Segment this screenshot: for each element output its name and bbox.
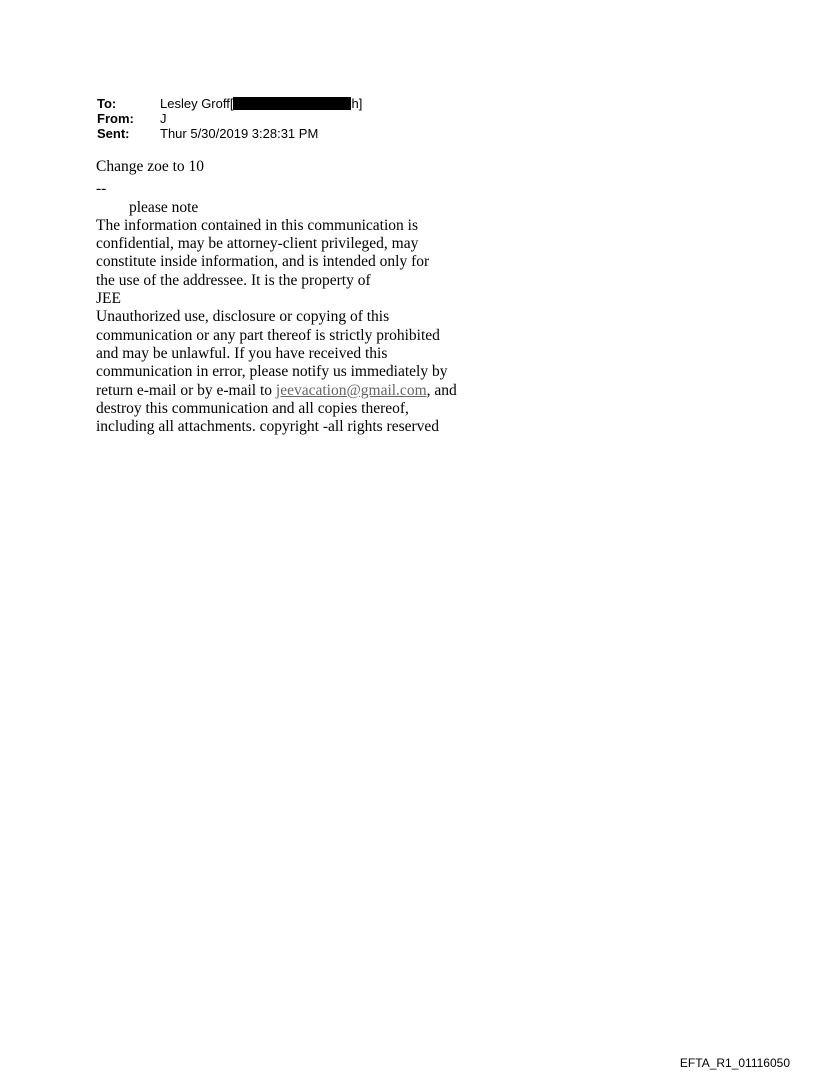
email-header [97, 96, 362, 141]
to-value [160, 96, 362, 111]
from-value: J [160, 111, 167, 126]
disclaimer-line: destroy this communication and all copies thereof, [96, 399, 409, 417]
disclaimer-line: and may be unlawful. If you have received this [96, 344, 388, 362]
email-suffix: , and [426, 381, 457, 399]
sent-row [97, 126, 362, 141]
document-id: EFTA_R1_01116050 [679, 1056, 790, 1070]
to-close: h] [351, 96, 363, 111]
notice-heading: please note [129, 198, 199, 216]
disclaimer-line: JEE [96, 290, 121, 308]
disclaimer-line: the use of the addressee. It is the property of [96, 271, 371, 289]
to-label: To: [97, 96, 117, 111]
sent-value: Thur 5/30/2019 3:28:31 PM [160, 126, 319, 141]
from-label: From: [97, 111, 134, 126]
disclaimer-line: constitute inside information, and is intended only for [96, 253, 430, 271]
disclaimer-line: including all attachments. copyright -all rights reserved [96, 418, 440, 436]
from-row [97, 111, 362, 126]
redaction-box [233, 97, 351, 110]
disclaimer-line: Unauthorized use, disclosure or copying of this [96, 308, 390, 326]
disclaimer-line: The information contained in this communication is [96, 216, 418, 234]
disclaimer-line: confidential, may be attorney-client privileged, may [96, 235, 419, 253]
to-row [97, 96, 362, 111]
message-text: Change zoe to 10 [96, 158, 205, 175]
signature-separator: -- [96, 180, 107, 198]
to-name: Lesley Groff[ [160, 96, 234, 111]
disclaimer-line: communication in error, please notify us immediately by [96, 363, 448, 381]
disclaimer-line: communication or any part thereof is strictly prohibited [96, 326, 440, 344]
email-prefix: return e-mail or by e-mail to [96, 381, 276, 399]
email-body [96, 158, 496, 436]
email-link[interactable]: jeevacation@gmail.com [275, 381, 427, 399]
disclaimer-line-email [96, 382, 496, 400]
sent-label: Sent: [97, 126, 130, 141]
